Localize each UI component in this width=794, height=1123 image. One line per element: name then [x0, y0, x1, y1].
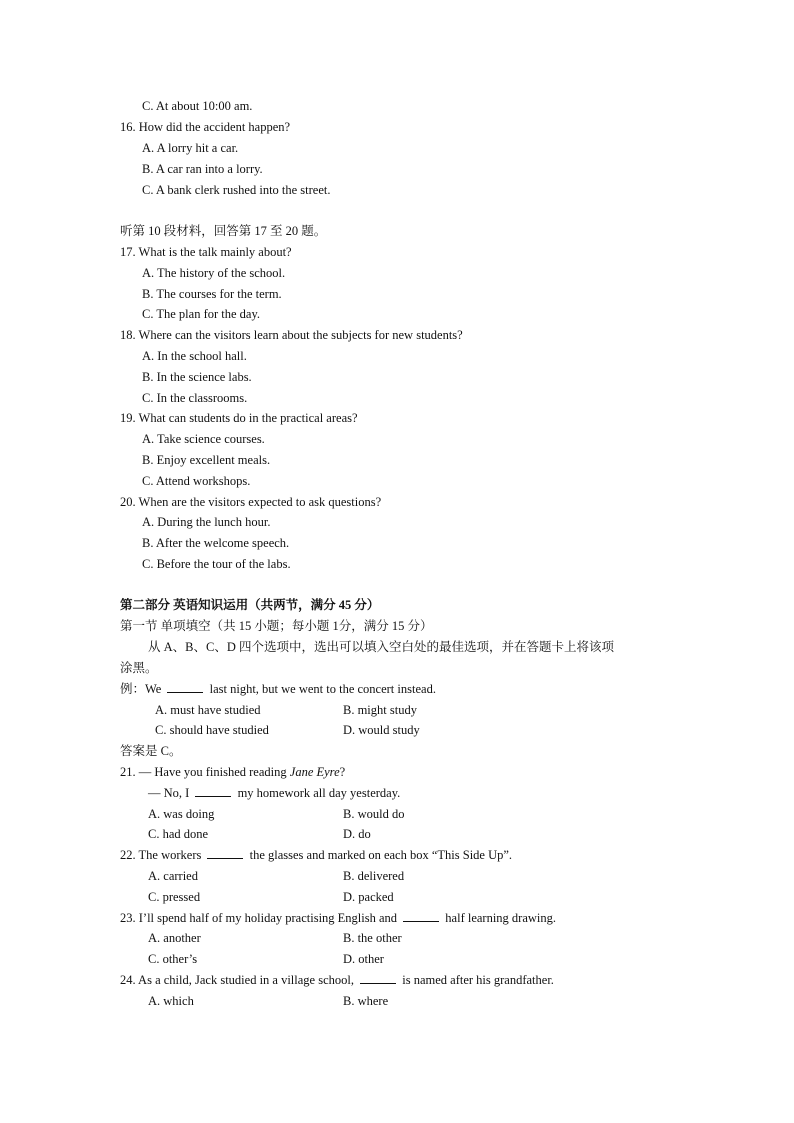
example-option-c: C. should have studied	[155, 723, 269, 737]
q22-option-a: A. carried	[148, 869, 198, 883]
q23-stem	[120, 910, 556, 926]
q20-option-b: B. After the welcome speech.	[142, 536, 290, 550]
q21-reply-prefix: — No, I	[148, 786, 193, 800]
example-prefix: 例：We	[120, 682, 165, 696]
q24-prefix: 24. As a child, Jack studied in a village school,	[120, 973, 358, 987]
q20-option-a: A. During the lunch hour.	[142, 515, 271, 529]
q18-option-a: A. In the school hall.	[142, 349, 247, 363]
q22-option-b: B. delivered	[343, 869, 405, 883]
answer-blank	[167, 681, 203, 693]
q23-option-c: C. other’s	[148, 952, 198, 966]
q16-stem: 16. How did the accident happen?	[120, 120, 291, 134]
example-option-b: B. might study	[343, 703, 417, 717]
q18-stem: 18. Where can the visitors learn about the subjects for new students?	[120, 328, 463, 342]
answer-blank	[403, 910, 439, 922]
q17-option-c: C. The plan for the day.	[142, 307, 261, 321]
q21-prefix: 21. — Have you finished reading	[120, 765, 290, 779]
q19-option-a: A. Take science courses.	[142, 432, 265, 446]
q20-option-c: C. Before the tour of the labs.	[142, 557, 291, 571]
section10-intro: 听第 10 段材料，回答第 17 至 20 题。	[120, 224, 327, 238]
q21-option-b: B. would do	[343, 807, 405, 821]
q15-option-c: C. At about 10:00 am.	[142, 99, 253, 113]
q23-prefix: 23. I’ll spend half of my holiday practising English and	[120, 911, 401, 925]
q16-option-c: C. A bank clerk rushed into the street.	[142, 183, 331, 197]
q18-option-c: C. In the classrooms.	[142, 391, 248, 405]
q21-option-a: A. was doing	[148, 807, 215, 821]
example-answer: 答案是 C。	[120, 744, 182, 758]
q18-option-b: B. In the science labs.	[142, 370, 252, 384]
q23-suffix: half learning drawing.	[442, 911, 557, 925]
q24-option-b: B. where	[343, 994, 389, 1008]
q20-stem: 20. When are the visitors expected to ask questions?	[120, 495, 382, 509]
q19-option-b: B. Enjoy excellent meals.	[142, 453, 271, 467]
q19-option-c: C. Attend workshops.	[142, 474, 251, 488]
q22-prefix: 22. The workers	[120, 848, 205, 862]
q17-option-b: B. The courses for the term.	[142, 287, 282, 301]
section1-heading: 第一节 单项填空（共 15 小题；每小题 1分，满分 15 分）	[120, 619, 433, 633]
q23-option-b: B. the other	[343, 931, 402, 945]
q22-stem	[120, 847, 512, 863]
q19-stem: 19. What can students do in the practical areas?	[120, 411, 358, 425]
example-stem	[120, 681, 436, 697]
q16-option-b: B. A car ran into a lorry.	[142, 162, 263, 176]
example-option-a: A. must have studied	[155, 703, 261, 717]
q17-stem: 17. What is the talk mainly about?	[120, 245, 292, 259]
q16-option-a: A. A lorry hit a car.	[142, 141, 239, 155]
example-option-d: D. would study	[343, 723, 420, 737]
answer-blank	[207, 847, 243, 859]
q21-reply	[148, 785, 400, 801]
q24-stem	[120, 972, 554, 988]
q21-book-title: Jane Eyre	[289, 765, 340, 779]
instruction-line-2: 涂黑。	[120, 661, 158, 675]
q23-option-a: A. another	[148, 931, 201, 945]
part2-title: 第二部分 英语知识运用（共两节，满分 45 分）	[120, 598, 380, 612]
q23-option-d: D. other	[343, 952, 384, 966]
answer-blank	[360, 972, 396, 984]
q22-option-d: D. packed	[343, 890, 394, 904]
q21-suffix: ?	[339, 765, 346, 779]
q21-stem	[120, 764, 345, 780]
q24-option-a: A. which	[148, 994, 194, 1008]
q24-suffix: is named after his grandfather.	[399, 973, 554, 987]
instruction-line-1: 从 A、B、C、D 四个选项中，选出可以填入空白处的最佳选项，并在答题卡上将该项	[148, 640, 614, 654]
q22-suffix: the glasses and marked on each box “This Side Up”.	[246, 848, 513, 862]
q22-option-c: C. pressed	[148, 890, 201, 904]
q21-option-c: C. had done	[148, 827, 209, 841]
q17-option-a: A. The history of the school.	[142, 266, 286, 280]
q21-option-d: D. do	[343, 827, 371, 841]
example-suffix: last night, but we went to the concert instead.	[206, 682, 436, 696]
answer-blank	[195, 785, 231, 797]
q21-reply-suffix: my homework all day yesterday.	[234, 786, 401, 800]
